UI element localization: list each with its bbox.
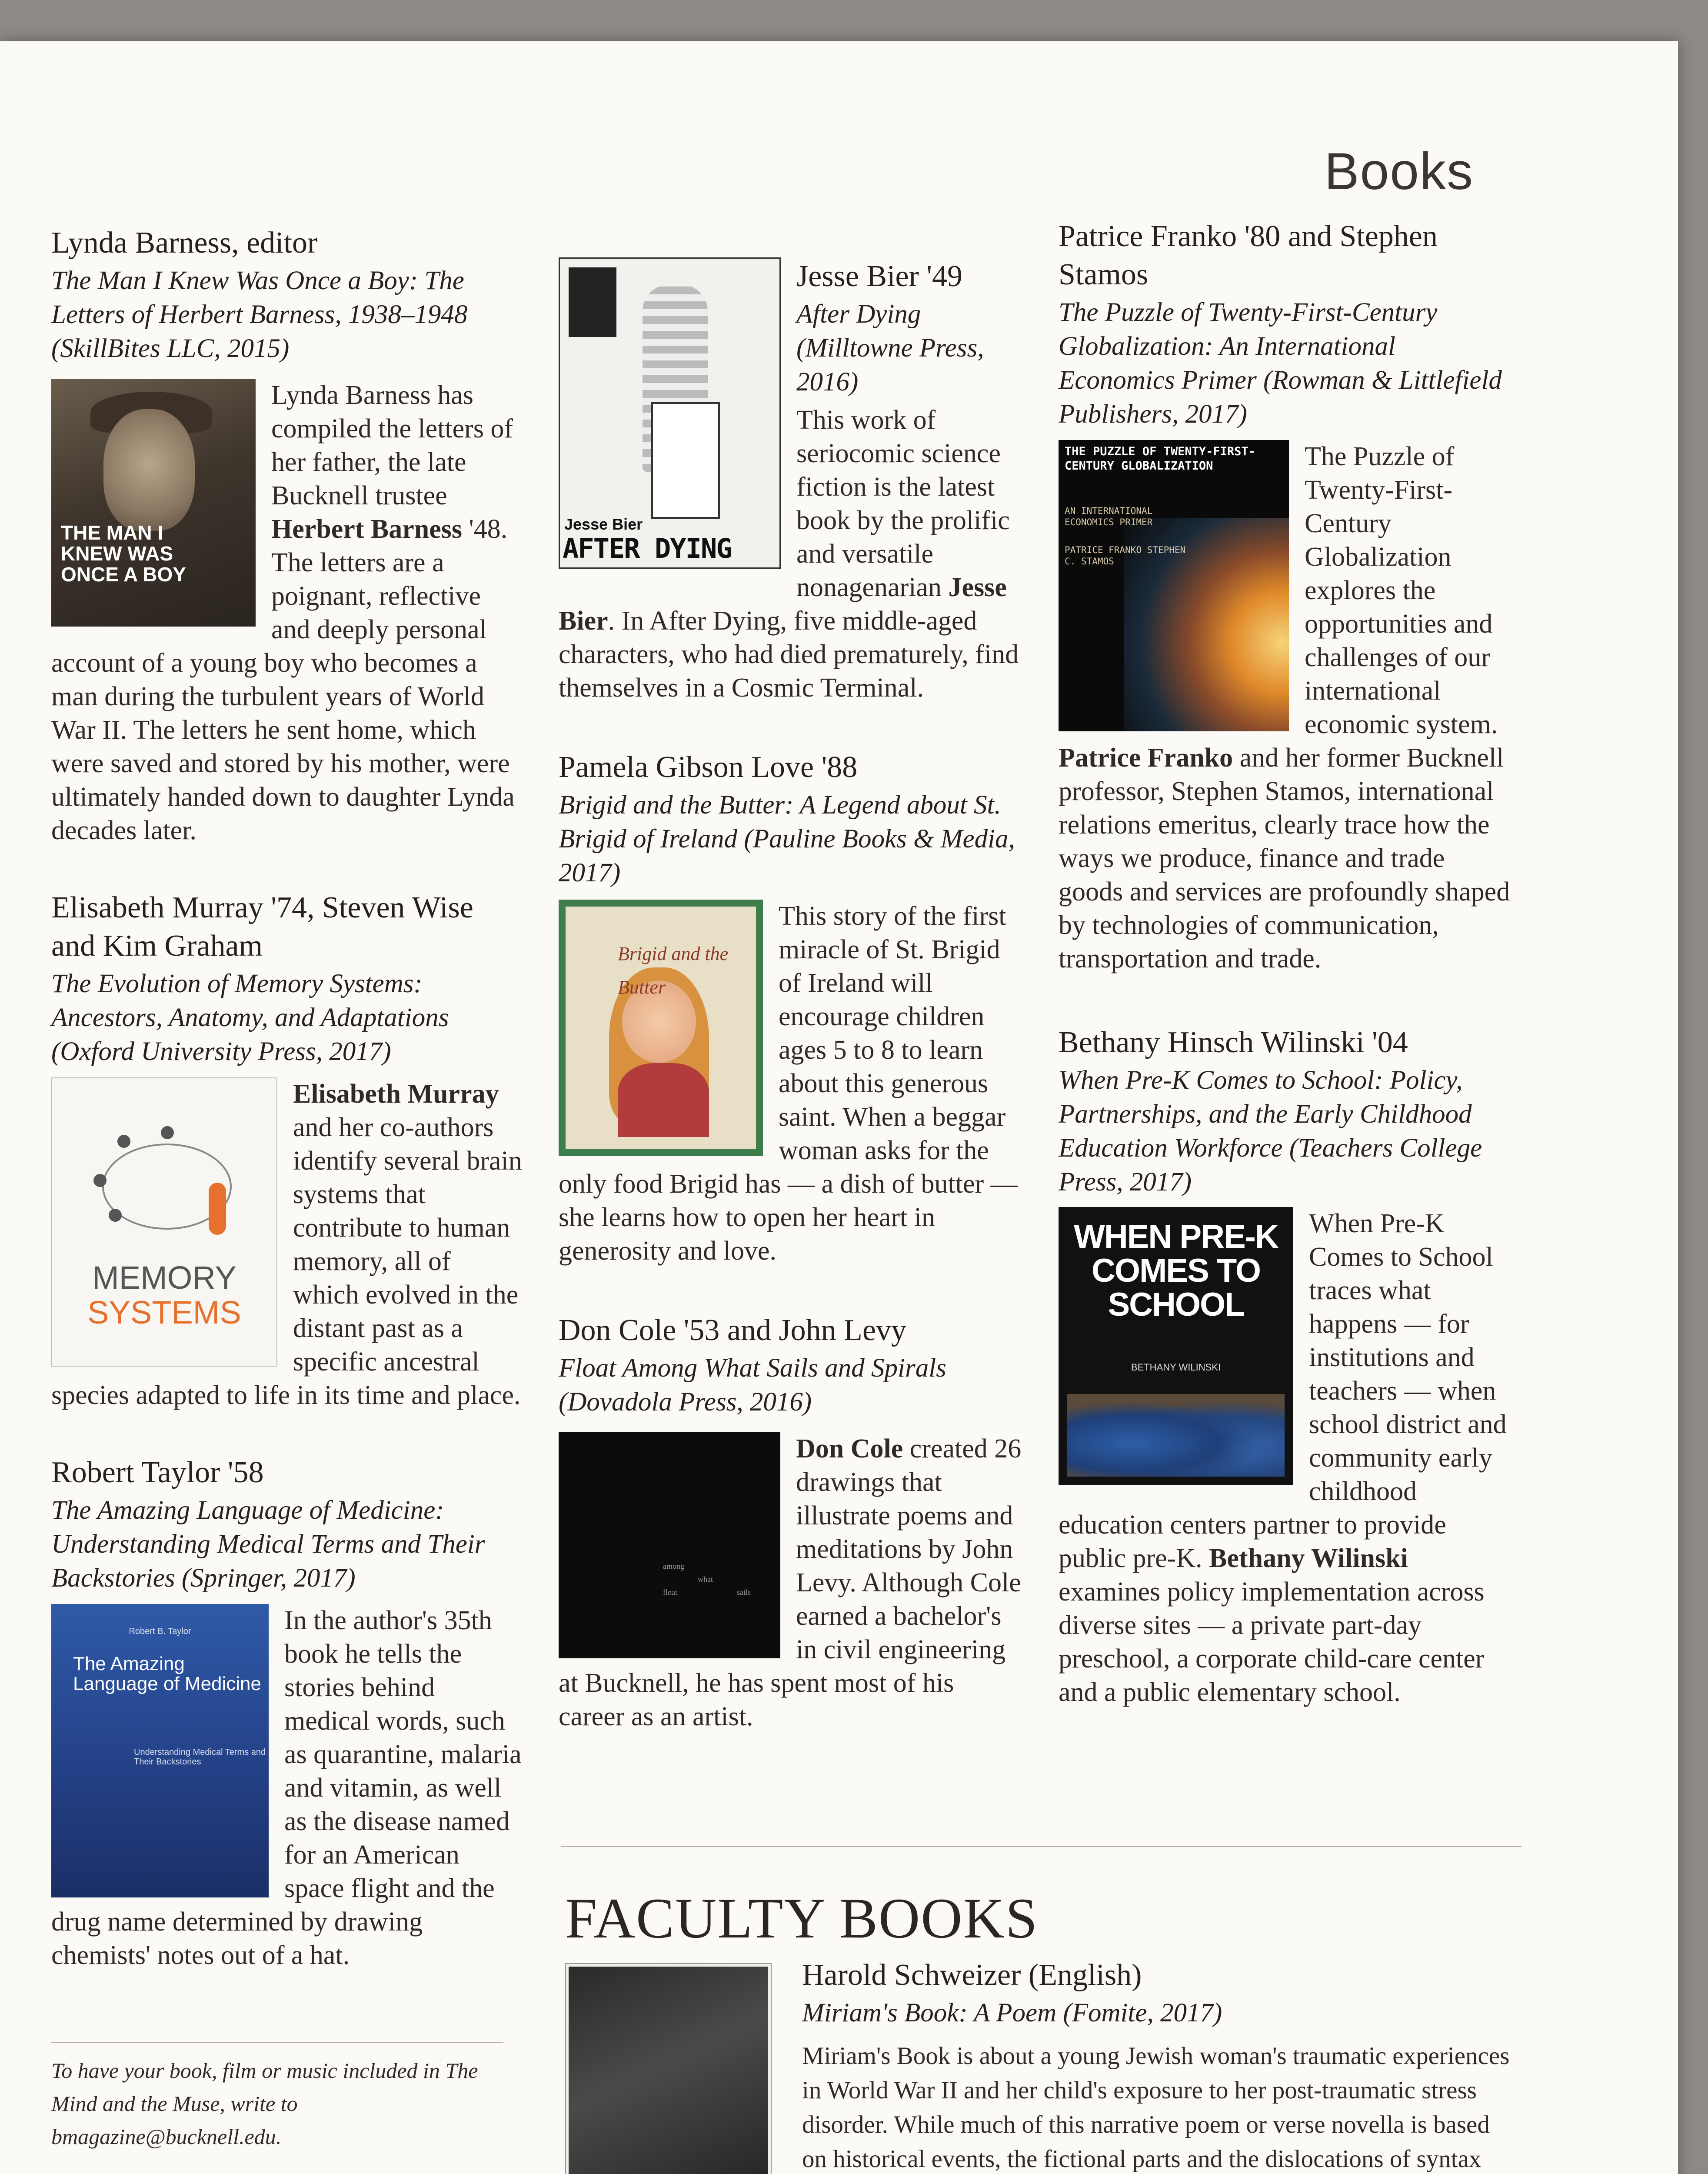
faculty-entry	[565, 1963, 1513, 2174]
entry-barness: Lynda Barness, editor The Man I Knew Was Once a Boy: The Letters of Herbert Barness, 1938–1948 (SkillBites LLC, 2015) THE MAN I KNEW WAS ONCE A BOY Lynda Barness has compiled the letters of her father, the late Bucknell trustee Herbert Barness '48. The letters are a poignant, reflective and deeply personal account of a young boy who becomes a man during the turbulent years of World War II. The letters he sent home, which were saved and stored by his mother, were ultimately handed down to daughter Lynda decades later.	[51, 224, 523, 847]
book-cover: THE MAN I KNEW WAS ONCE A BOY	[51, 379, 256, 627]
entry-book-title: The Puzzle of Twenty-First-Century Globalization: An International Economics Primer (Rowman & Littlefield Publishers, 2017)	[1059, 298, 1502, 429]
entry-description: Miriam's Book is about a young Jewish woman's traumatic experiences in World War II and her child's exposure to her post-traumatic stress disorder. While much of this narrative poem or verse novella is based on historical events, the fictional parts and the dislocations of syntax	[802, 2042, 1510, 2173]
entry-wilinski: Bethany Hinsch Wilinski '04 When Pre-K Comes to School: Policy, Partnerships, and the Early Childhood Education Workforce (Teachers College Press, 2017) WHEN PRE-K COMES TO SCHOOL BETHANY WILINSKI When Pre-K Comes to School traces what happens — for institutions and teachers — when school district and community early childhood education centers partner to provide public pre-K. Bethany Wilinski examines policy implementation across diverse sites — a private part-day preschool, a corporate child-care center and a public elementary school.	[1059, 1024, 1511, 1709]
entry-book-title: When Pre-K Comes to School: Policy, Partnerships, and the Early Childhood Education Workforce (Teachers College Press, 2017)	[1059, 1066, 1482, 1197]
entry-author: Jesse Bier '49	[796, 260, 962, 293]
entry-author: Lynda Barness, editor	[51, 226, 318, 260]
entry-author: Robert Taylor '58	[51, 1456, 264, 1489]
magazine-page	[0, 41, 1678, 2174]
faculty-books-heading: FACULTY BOOKS	[565, 1886, 1039, 1950]
submission-note: To have your book, film or music included in The Mind and the Muse, write to bmagazine@bucknell.edu.	[51, 2058, 478, 2149]
entry-bier: Jesse Bier AFTER DYING Jesse Bier '49 After Dying (Milltowne Press, 2016) This work of seriocomic science fiction is the latest book by the prolific and versatile nonagenarian Jesse Bier. In After Dying, five middle-aged characters, who had died prematurely, find themselves in a Cosmic Terminal.	[559, 257, 1026, 705]
book-cover: Brigid and the Butter	[559, 900, 763, 1156]
book-cover: among what float sails	[559, 1432, 780, 1658]
entry-taylor: Robert Taylor '58 The Amazing Language of Medicine: Understanding Medical Terms and Their Backstories (Springer, 2017) Robert B. Taylor The Amazing Language of Medicine Understanding Medical Terms and Their Backstories In the author's 35th book he tells the stories behind medical words, such as quarantine, malaria and vitamin, as well as the disease named for an American space flight and the drug name determined by drawing chemists' notes out of a hat.	[51, 1454, 523, 1972]
entry-cole: Don Cole '53 and John Levy Float Among What Sails and Spirals (Dovadola Press, 2016) among what float sails Don Cole created 26 drawings that illustrate poems and meditations by John Levy. Although Cole earned a bachelor's in civil engineering at Bucknell, he has spent most of his career as an artist.	[559, 1311, 1026, 1734]
book-cover: MEMORY SYSTEMS	[51, 1077, 277, 1367]
entry-franko: Patrice Franko '80 and Stephen Stamos The Puzzle of Twenty-First-Century Globalization: An International Economics Primer (Rowman & Littlefield Publishers, 2017) THE PUZZLE OF TWENTY-FIRST-CENTURY GLOBALIZATION AN INTERNATIONAL ECONOMICS PRIMER PATRICE FRANKO STEPHEN C. STAMOS The Puzzle of Twenty-First-Century Globalization explores the opportunities and challenges of our international economic system. Patrice Franko and her former Bucknell professor, Stephen Stamos, international relations emeritus, clearly trace how the ways we produce, finance and trade goods and services are profoundly shaped by technologies of communication, transportation and trade.	[1059, 217, 1511, 976]
entry-author: Harold Schweizer (English)	[802, 1963, 1142, 1992]
entry-book-title: The Evolution of Memory Systems: Ancestors, Anatomy, and Adaptations (Oxford University Press, 2017)	[51, 969, 449, 1066]
entry-book-title: Brigid and the Butter: A Legend about St. Brigid of Ireland (Pauline Books & Media, 2017)	[559, 790, 1015, 887]
section-label: Books	[1324, 142, 1474, 200]
book-cover	[565, 1963, 772, 2174]
entry-love: Pamela Gibson Love '88 Brigid and the Butter: A Legend about St. Brigid of Ireland (Pauline Books & Media, 2017) Brigid and the Butter This story of the first miracle of St. Brigid of Ireland will encourage children ages 5 to 8 to learn about this generous saint. When a beggar woman asks for the only food Brigid has — a dish of butter — she learns how to open her heart in generosity and love.	[559, 748, 1026, 1268]
entry-book-title: After Dying (Milltowne Press, 2016)	[796, 300, 984, 397]
column-middle	[559, 261, 1026, 1734]
book-cover: Robert B. Taylor The Amazing Language of Medicine Understanding Medical Terms and Their Backstories	[51, 1604, 269, 1897]
entry-author: Pamela Gibson Love '88	[559, 750, 858, 784]
entry-book-title: Float Among What Sails and Spirals (Dovadola Press, 2016)	[559, 1354, 946, 1417]
entry-author: Don Cole '53 and John Levy	[559, 1314, 907, 1347]
entry-book-title: The Man I Knew Was Once a Boy: The Letters of Herbert Barness, 1938–1948 (SkillBites LLC, 2015)	[51, 266, 468, 363]
divider	[51, 2042, 503, 2043]
entry-author: Elisabeth Murray '74, Steven Wise and Kim Graham	[51, 891, 473, 963]
column-right	[1059, 217, 1511, 1709]
book-cover: WHEN PRE-K COMES TO SCHOOL BETHANY WILINSKI	[1059, 1207, 1293, 1485]
entry-murray: Elisabeth Murray '74, Steven Wise and Kim Graham The Evolution of Memory Systems: Ancestors, Anatomy, and Adaptations (Oxford University Press, 2017) MEMORY SYSTEMS Elisabeth Murray and her co-authors identify several brain systems that contribute to human memory, all of which evolved in the distant past as a specific ancestral species adapted to life in its time and place.	[51, 889, 523, 1412]
book-cover: THE PUZZLE OF TWENTY-FIRST-CENTURY GLOBALIZATION AN INTERNATIONAL ECONOMICS PRIMER PATRICE FRANKO STEPHEN C. STAMOS	[1059, 440, 1289, 731]
divider	[561, 1846, 1522, 1847]
entry-book-title: The Amazing Language of Medicine: Understanding Medical Terms and Their Backstories (Springer, 2017)	[51, 1496, 485, 1593]
entry-author: Patrice Franko '80 and Stephen Stamos	[1059, 220, 1438, 291]
entry-book-title: Miriam's Book: A Poem (Fomite, 2017)	[802, 1998, 1222, 2027]
column-left	[51, 224, 523, 2153]
entry-author: Bethany Hinsch Wilinski '04	[1059, 1026, 1408, 1059]
book-cover: Jesse Bier AFTER DYING	[559, 257, 781, 569]
